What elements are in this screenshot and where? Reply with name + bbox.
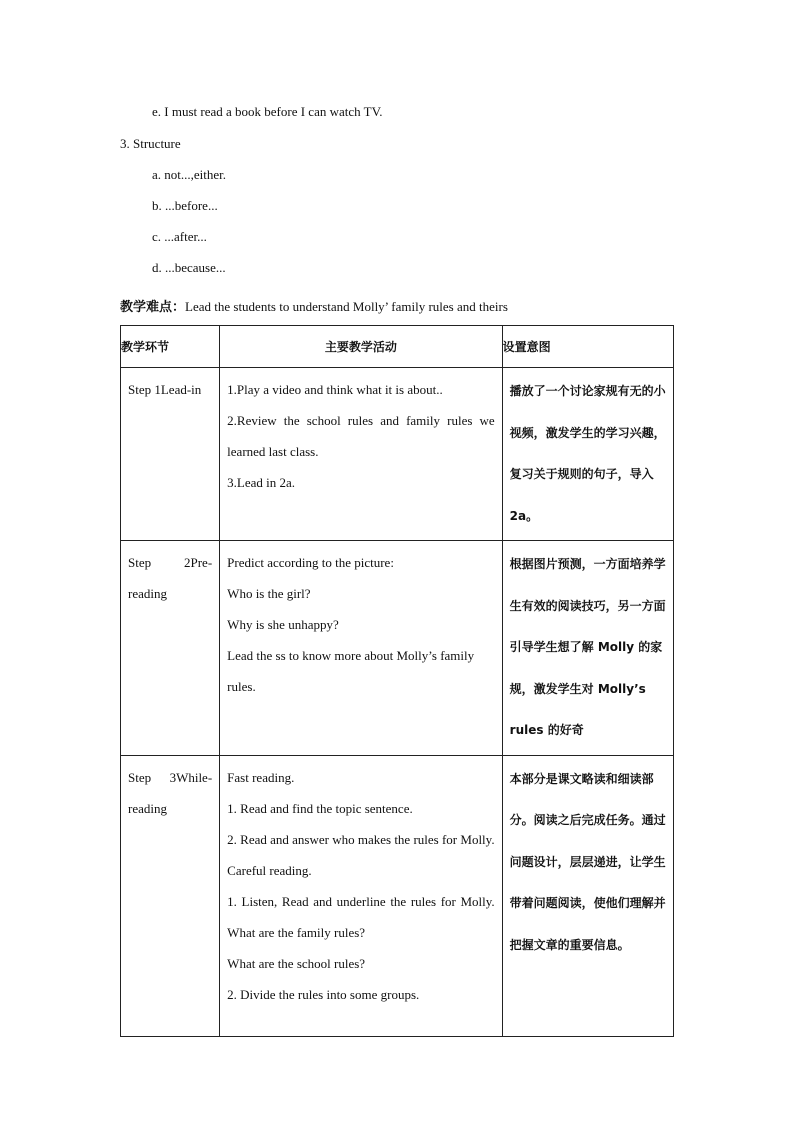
activity-line: 2. Divide the rules into some groups. (227, 986, 420, 1002)
activity-line: 2. Read and answer who makes the rules for Molly. (227, 831, 495, 847)
activity-line: Who is the girl? (227, 586, 311, 601)
activity-line: Why is she unhappy? (227, 617, 339, 632)
step-cell: Step 1Lead-in (128, 382, 202, 397)
activity-line: Lead the ss to know more about Molly’s family rules. (227, 648, 475, 694)
header-step: 教学环节 (121, 326, 220, 368)
structure-a: a. not...,either. (152, 167, 227, 182)
purpose-cell: 播放了一个讨论家规有无的小视频，激发学生的学习兴趣，复习关于规则的句子，导入 2a。 (509, 384, 666, 523)
activities-cell (220, 368, 502, 504)
step-cell: Step 2Pre-reading (128, 555, 213, 601)
activity-line: 1.Play a video and think what it is about.. (227, 382, 443, 397)
step-cell: Step 3While-reading (128, 769, 213, 816)
structure-d: d. ...because... (152, 260, 226, 275)
activities-cell (220, 541, 502, 708)
table-header-row (121, 326, 674, 368)
activities-cell (220, 756, 502, 1016)
purpose-cell: 根据图片预测，一方面培养学生有效的阅读技巧，另一方面引导学生想了解 Molly 的家规，激发学生对 Molly’s rules 的好奇 (509, 557, 666, 737)
table-row (121, 755, 674, 1036)
activity-line: 3.Lead in 2a. (227, 475, 296, 490)
header-activities: 主要教学活动 (220, 326, 503, 368)
activity-line: Predict according to the picture: (227, 555, 394, 570)
structure-b: b. ...before... (152, 198, 218, 213)
activity-line: Careful reading. (227, 862, 312, 878)
purpose-cell: 本部分是课文略读和细读部分。阅读之后完成任务。通过问题设计，层层递进，让学生带着问题阅读，使他们理解并把握文章的重要信息。 (509, 771, 666, 952)
activity-line: 2.Review the school rules and family rules we learned last class. (227, 413, 495, 459)
difficulty-line (120, 296, 508, 315)
lesson-plan-table (120, 325, 674, 1037)
header-purpose: 设置意图 (502, 326, 673, 368)
difficulty-text: Lead the students to understand Molly’ family rules and theirs (185, 299, 508, 314)
activity-line: Fast reading. (227, 769, 295, 785)
structure-c: c. ...after... (152, 229, 207, 244)
activity-line: What are the school rules? (227, 955, 366, 971)
structure-heading: 3. Structure (120, 136, 181, 151)
table-row (121, 368, 674, 541)
activity-line: 1. Read and find the topic sentence. (227, 800, 413, 816)
table-row (121, 541, 674, 756)
difficulty-label: 教学难点： (120, 300, 186, 315)
example-e: e. I must read a book before I can watch TV. (152, 104, 383, 119)
activity-line: 1. Listen, Read and underline the rules for Molly. What are the family rules? (227, 893, 495, 940)
